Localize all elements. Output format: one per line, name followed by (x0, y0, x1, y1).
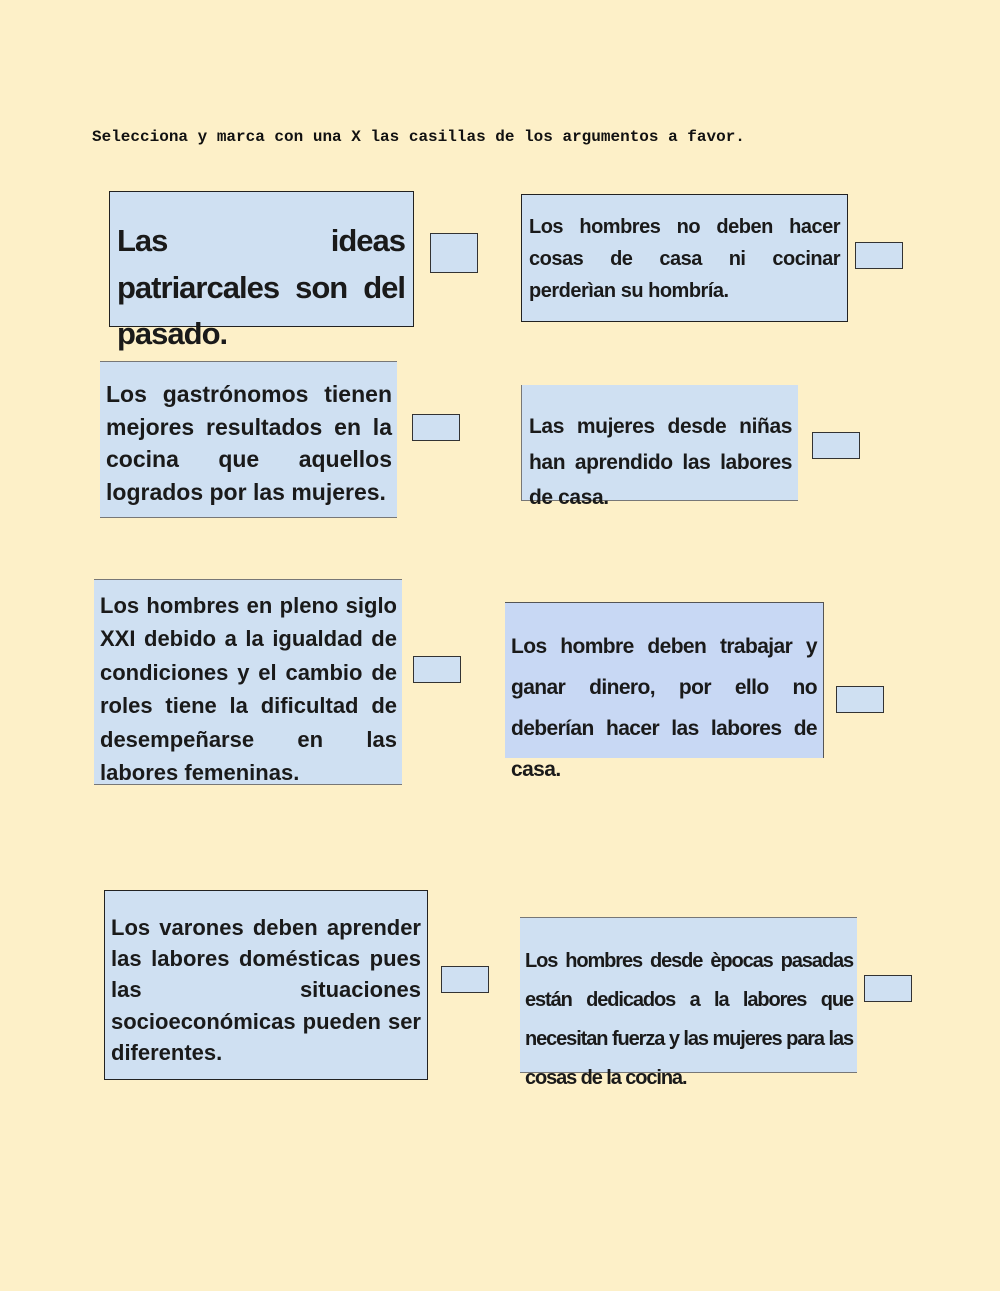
instruction-text: Selecciona y marca con una X las casillas de los argumentos a favor. (92, 128, 745, 146)
argument-checkbox-5[interactable] (413, 656, 461, 683)
argument-checkbox-6[interactable] (836, 686, 884, 713)
argument-card-3: Los gastrónomos tienen mejores resultados en la cocina que aquellos logrados por las mujeres. (100, 361, 397, 518)
argument-card-4: Las mujeres desde niñas han aprendido las labores de casa. (521, 385, 798, 501)
argument-checkbox-3[interactable] (412, 414, 460, 441)
argument-checkbox-2[interactable] (855, 242, 903, 269)
argument-checkbox-8[interactable] (864, 975, 912, 1002)
argument-card-2: Los hombres no deben hacer cosas de casa ni cocinar perderìan su hombría. (521, 194, 848, 322)
argument-card-8: Los hombres desde èpocas pasadas están dedicados a la labores que necesitan fuerza y las mujeres para las cosas de la cocina. (520, 917, 857, 1073)
argument-card-1: Las ideas patriarcales son del pasado. (109, 191, 414, 327)
argument-card-6: Los hombre deben trabajar y ganar dinero, por ello no deberían hacer las labores de casa. (505, 602, 824, 758)
argument-card-7: Los varones deben aprender las labores domésticas pues las situaciones socioeconómicas pueden ser diferentes. (104, 890, 428, 1080)
argument-card-5: Los hombres en pleno siglo XXI debido a la igualdad de condiciones y el cambio de roles tiene la dificultad de desempeñarse en las labores femeninas. (94, 579, 402, 785)
argument-checkbox-1[interactable] (430, 233, 478, 273)
argument-checkbox-7[interactable] (441, 966, 489, 993)
argument-checkbox-4[interactable] (812, 432, 860, 459)
